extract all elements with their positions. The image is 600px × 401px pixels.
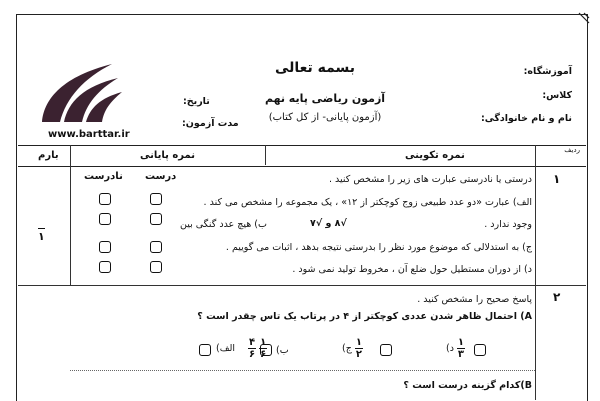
true-checkbox[interactable] [150, 241, 162, 253]
q1-statement-c: ج) به استدلالی که موضوع مورد نظر را بدرستی نتیجه بدهد ، اثبات می گوییم . [225, 242, 532, 253]
q2-part-a: A) احتمال ظاهر شدن عددی کوچکتر از ۴ در پرتاب یک تاس چقدر است ؟ [197, 311, 532, 322]
option-b-label: ب) [276, 345, 289, 356]
question-number: ۱ [553, 172, 561, 186]
fraction-a: $\frac{۴}{۶}$ [249, 337, 256, 360]
column-divider [265, 145, 266, 165]
true-column-header: درست [145, 171, 177, 182]
q2-part-b: B)کدام گزینه درست است ؟ [403, 380, 532, 391]
date-label: تاریخ: [183, 96, 210, 107]
true-checkbox[interactable] [150, 193, 162, 205]
formative-score-header: نمره تکوینی [405, 150, 465, 161]
q1-statement-b: ب) هیچ عدد گنگی بین [180, 219, 267, 230]
duration-label: مدت آزمون: [182, 118, 239, 129]
option-checkbox[interactable] [380, 344, 392, 356]
q1-statement-b-end: وجود ندارد . [484, 219, 532, 230]
q1-statement-d: د) از دوران مستطیل حول ضلع آن ، مخروط تولید نمی شود . [292, 264, 532, 275]
option-a-label: الف) [216, 343, 236, 354]
false-column-header: نادرست [84, 171, 123, 182]
school-label: آموزشگاه: [523, 66, 572, 77]
false-checkbox[interactable] [99, 213, 111, 225]
false-checkbox[interactable] [99, 241, 111, 253]
dotted-divider [70, 370, 535, 371]
true-checkbox[interactable] [150, 261, 162, 273]
option-checkbox[interactable] [474, 344, 486, 356]
logo [34, 58, 126, 124]
exam-subtitle: (آزمون پایانی- از کل کتاب) [268, 112, 382, 123]
score-header: بارم [38, 150, 59, 161]
final-score-header: نمره پایانی [140, 150, 195, 161]
q2-instruction: پاسخ صحیح را مشخص کنید . [417, 294, 532, 305]
option-d: $\frac{۱}{۳}$ د) [446, 337, 465, 360]
page-title: بسمه تعالی [274, 60, 356, 76]
option-checkbox[interactable] [199, 344, 211, 356]
row-label: ردیف [564, 146, 580, 154]
exam-title: آزمون ریاضی پایه نهم [264, 92, 386, 105]
fraction-b: $\frac{۱}{۶}$ [260, 337, 267, 360]
table-header [18, 145, 586, 167]
column-divider [535, 145, 536, 400]
corner-mark-icon [578, 12, 590, 24]
question-number: ۲ [553, 290, 561, 304]
question-score: ۱ [38, 230, 45, 243]
false-checkbox[interactable] [99, 261, 111, 273]
q1-math-roots: √۸ و √۷ [310, 218, 347, 229]
column-divider [70, 145, 71, 285]
name-label: نام و نام خانوادگی: [480, 113, 572, 124]
q1-instruction: درستی یا نادرستی عبارت های زیر را مشخص کنید . [329, 174, 532, 185]
class-label: کلاس: [542, 90, 572, 101]
website-label: www.barttar.ir [48, 129, 130, 140]
row-divider [18, 285, 586, 286]
option-c: $\frac{۱}{۲}$ ج) [342, 337, 362, 360]
option-checkbox[interactable] [260, 344, 272, 356]
q1-statement-a: الف) عبارت «دو عدد طبیعی زوج کوچکتر از ۱۲» ، یک مجموعه را مشخص می کند . [203, 197, 532, 208]
true-checkbox[interactable] [150, 213, 162, 225]
false-checkbox[interactable] [99, 193, 111, 205]
